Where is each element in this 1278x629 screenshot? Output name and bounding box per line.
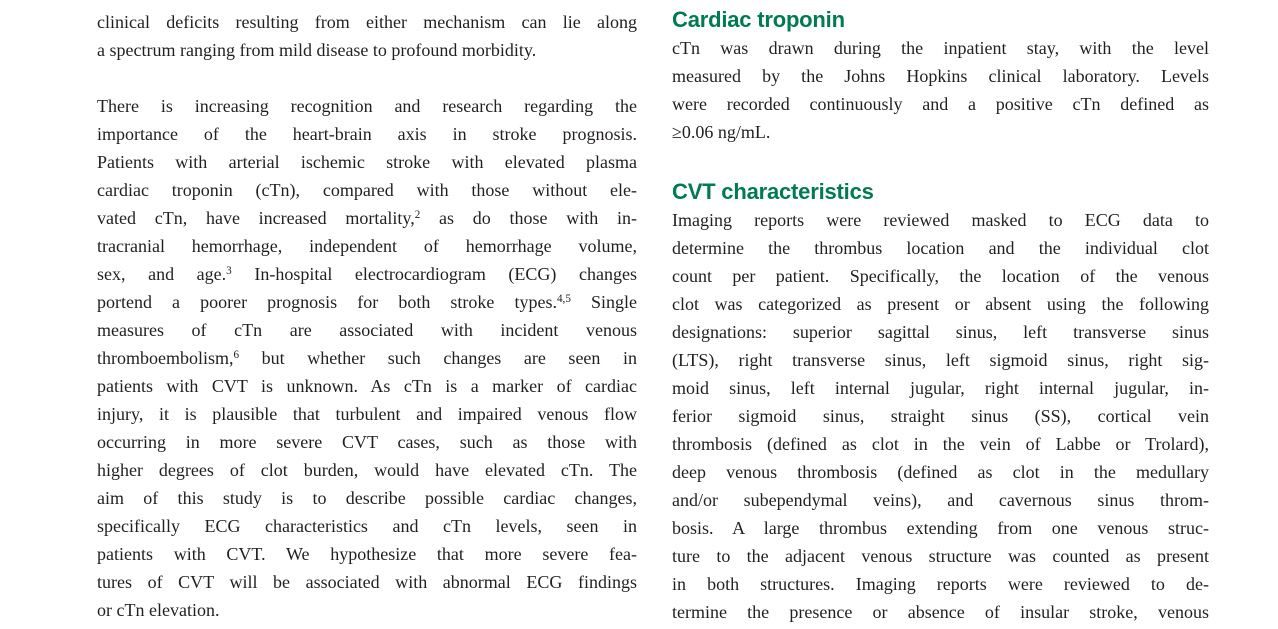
text-line: importance of the heart-brain axis in stroke prognosis. (97, 124, 637, 144)
paragraph (672, 206, 1209, 626)
text-line: tracranial hemorrhage, independent of hemorrhage volume, (97, 236, 637, 256)
text-line: cardiac troponin (cTn), compared with those without ele- (97, 180, 637, 200)
text-line: patients with CVT. We hypothesize that more severe fea- (97, 544, 637, 564)
reference-superscript: 2 (414, 209, 421, 222)
text-line: count per patient. Specifically, the location of the venous (672, 266, 1209, 286)
text-line: clot was categorized as present or absent using the following (672, 294, 1209, 314)
text-line: thrombosis (defined as clot in the vein of Labbe or Trolard), (672, 434, 1209, 454)
paragraph (97, 92, 637, 624)
text-line: clinical deficits resulting from either mechanism can lie along (97, 12, 637, 32)
text-line: moid sinus, left internal jugular, right internal jugular, in- (672, 378, 1209, 398)
text-line: termine the presence or absence of insular stroke, venous (672, 602, 1209, 622)
article-section (672, 178, 1209, 626)
text-line: Imaging reports were reviewed masked to ECG data to (672, 210, 1209, 230)
text-line: There is increasing recognition and research regarding the (97, 96, 637, 116)
text-line: were recorded continuously and a positive cTn defined as (672, 94, 1209, 114)
text-line: or cTn elevation. (97, 600, 220, 620)
text-line: ferior sigmoid sinus, straight sinus (SS), cortical vein (672, 406, 1209, 426)
text-line: injury, it is plausible that turbulent and impaired venous flow (97, 404, 637, 424)
article-section (672, 6, 1209, 146)
section-heading: CVT characteristics (672, 179, 874, 204)
text-line: Patients with arterial ischemic stroke with elevated plasma (97, 152, 637, 172)
text-line: portend a poorer prognosis for both stroke types.$^{4,5}$ Single (97, 292, 637, 312)
paragraph (672, 34, 1209, 146)
section-heading: Cardiac troponin (672, 7, 845, 32)
text-line: thromboembolism,$^6$ but whether such changes are seen in (97, 348, 637, 368)
text-line: deep venous thrombosis (defined as clot in the medullary (672, 462, 1209, 482)
reference-superscript: 3 (226, 265, 232, 278)
text-line: occurring in more severe CVT cases, such as those with (97, 432, 637, 452)
reference-superscript: 4,5 (556, 293, 571, 306)
text-line: patients with CVT is unknown. As cTn is a marker of cardiac (97, 376, 637, 396)
text-line: measured by the Johns Hopkins clinical laboratory. Levels (672, 66, 1209, 86)
right-column (672, 6, 1209, 626)
text-line: specifically ECG characteristics and cTn levels, seen in (97, 516, 637, 536)
text-line: a spectrum ranging from mild disease to profound morbidity. (97, 40, 537, 60)
text-line: aim of this study is to describe possible cardiac changes, (97, 488, 637, 508)
text-line: designations: superior sagittal sinus, left transverse sinus (672, 322, 1209, 342)
reference-superscript: 6 (233, 349, 240, 362)
text-line: measures of cTn are associated with incident venous (97, 320, 637, 340)
text-line: vated cTn, have increased mortality,$^2$ as do those with in- (97, 208, 637, 228)
text-line: ≥0.06 ng/mL. (672, 122, 771, 142)
text-line: higher degrees of clot burden, would have elevated cTn. The (97, 460, 637, 480)
text-line: determine the thrombus location and the individual clot (672, 238, 1209, 258)
text-line: in both structures. Imaging reports were reviewed to de- (672, 574, 1209, 594)
paragraph (97, 8, 637, 64)
text-line: cTn was drawn during the inpatient stay, with the level (672, 38, 1209, 58)
text-line: (LTS), right transverse sinus, left sigmoid sinus, right sig- (672, 350, 1209, 370)
text-line: and/or subependymal veins), and cavernous sinus throm- (672, 490, 1209, 510)
text-line: sex, and age.$^3$ In-hospital electrocardiogram (ECG) changes (97, 264, 637, 284)
left-column (97, 8, 637, 624)
text-line: tures of CVT will be associated with abnormal ECG findings (97, 572, 637, 592)
text-line: bosis. A large thrombus extending from one venous struc- (672, 518, 1209, 538)
text-line: ture to the adjacent venous structure was counted as present (672, 546, 1209, 566)
